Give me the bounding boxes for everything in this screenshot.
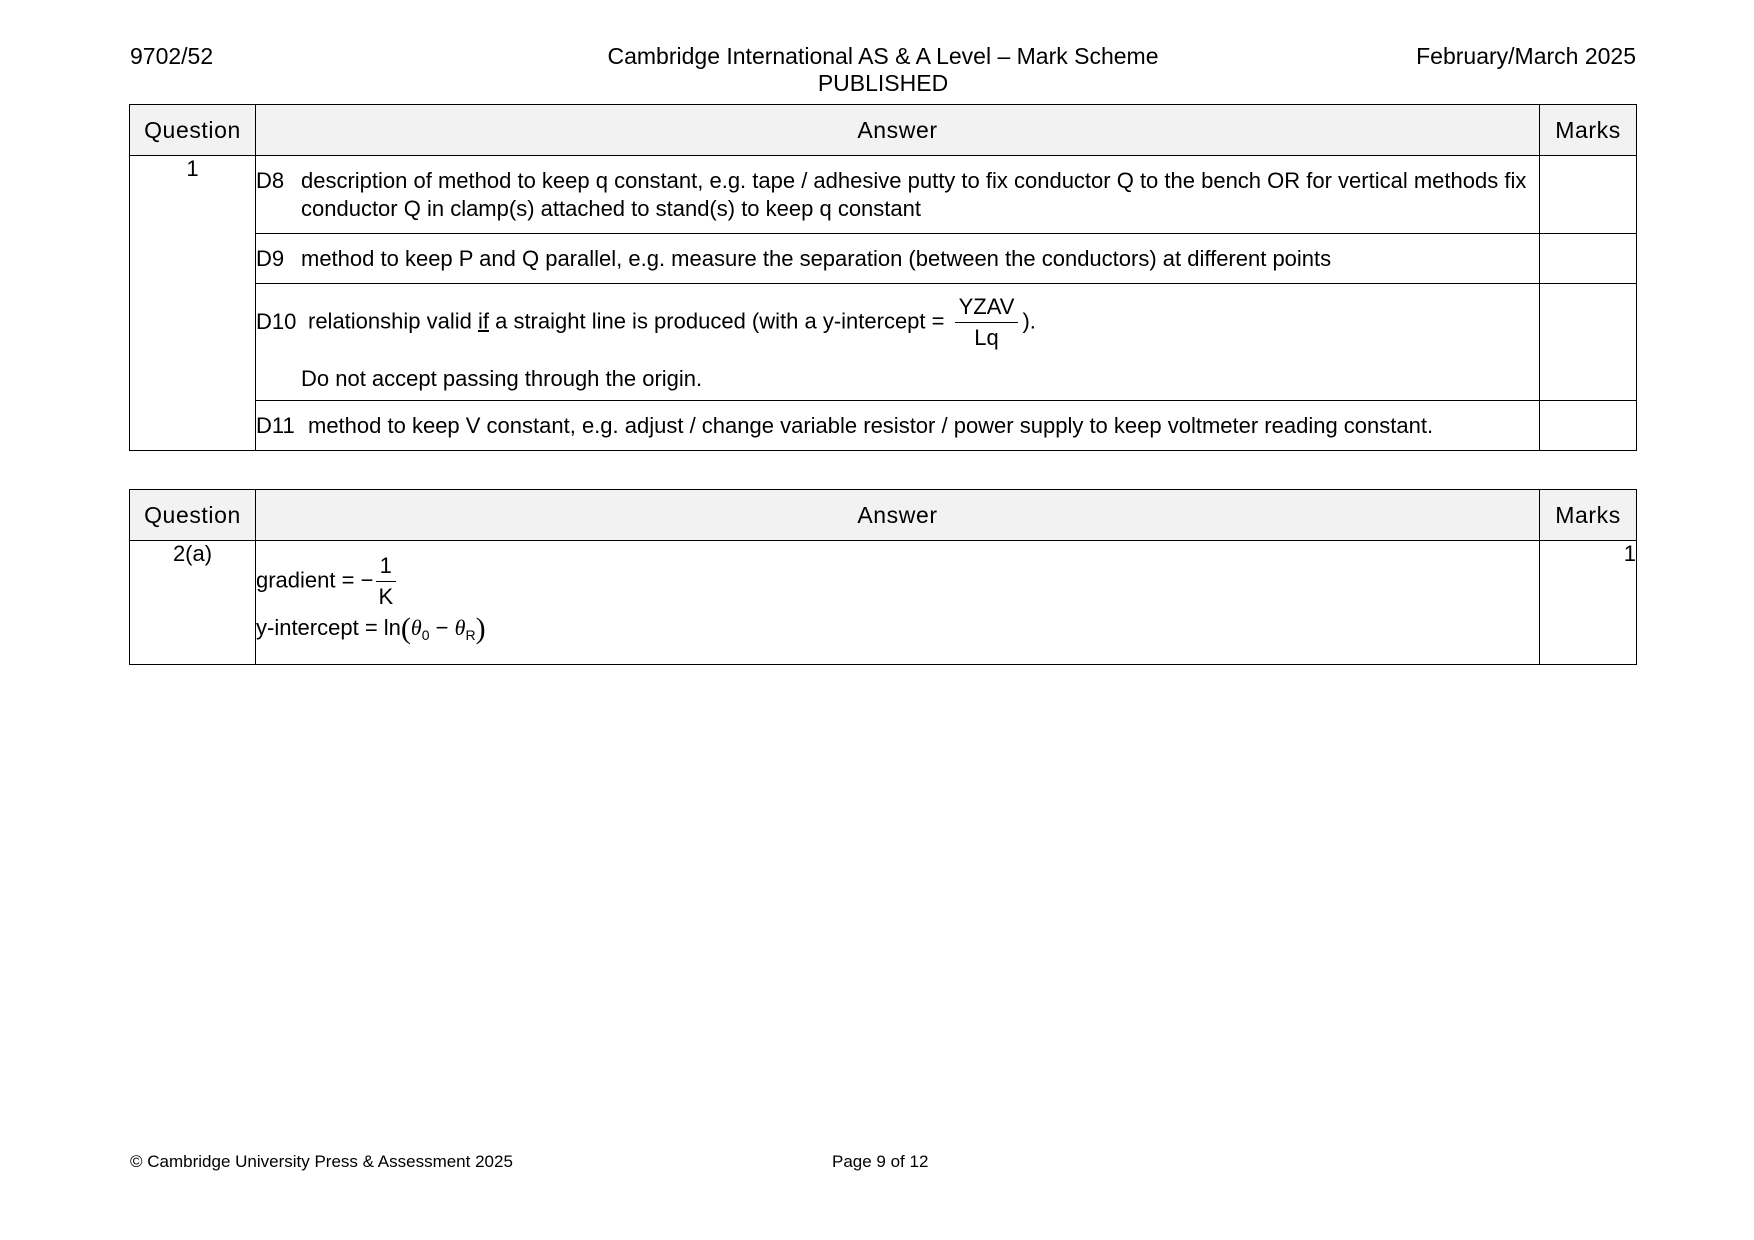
point-code: D8 bbox=[256, 167, 285, 193]
document-title-block bbox=[500, 43, 1266, 97]
answer-cell-d8 bbox=[256, 156, 1540, 234]
text-end: ). bbox=[1022, 307, 1036, 333]
table-header-row bbox=[130, 490, 1637, 541]
mark-scheme-table-question-1 bbox=[129, 104, 1637, 451]
intercept-line bbox=[256, 614, 1539, 649]
intercept-fraction bbox=[955, 292, 1019, 353]
answer-column-header: Answer bbox=[256, 105, 1540, 156]
minus-sign: − bbox=[360, 567, 374, 593]
gradient-line bbox=[256, 551, 1539, 612]
question-column-header: Question bbox=[130, 490, 256, 541]
document-status: PUBLISHED bbox=[817, 70, 949, 96]
close-paren: ) bbox=[475, 612, 486, 645]
mark-scheme-table-question-2a bbox=[129, 489, 1637, 665]
table-row bbox=[130, 541, 1637, 665]
point-text: method to keep V constant, e.g. adjust / change variable resistor / power supply to keep voltmeter reading constant. bbox=[308, 412, 1434, 438]
copyright-notice: © Cambridge University Press & Assessment 2025 bbox=[130, 1152, 513, 1171]
examiner-note: Do not accept passing through the origin. bbox=[301, 365, 703, 391]
table-row bbox=[130, 284, 1637, 401]
document-title: Cambridge International AS & A Level – Mark Scheme bbox=[607, 43, 1159, 69]
marks-cell bbox=[1540, 156, 1637, 234]
fraction-numerator: YZAV bbox=[955, 292, 1019, 323]
point-code: D10 bbox=[256, 309, 297, 334]
answer-cell-d11 bbox=[256, 401, 1540, 451]
answer-cell-d9 bbox=[256, 234, 1540, 284]
intercept-label: y-intercept = bbox=[256, 615, 384, 640]
point-code: D9 bbox=[256, 245, 285, 271]
fraction-denominator: K bbox=[378, 584, 394, 609]
gradient-fraction bbox=[374, 551, 397, 612]
subscript-r: R bbox=[465, 627, 476, 643]
page-number: Page 9 of 12 bbox=[832, 1152, 929, 1171]
table-row bbox=[130, 234, 1637, 284]
point-text: description of method to keep q constant, e.g. tape / adhesive putty to fix conductor Q to the bench OR for vertical methods fix conductor Q in clamp(s) attached to stand(s) to keep q constant bbox=[301, 167, 1527, 221]
subscript-zero: 0 bbox=[421, 627, 430, 643]
question-number: 2(a) bbox=[130, 541, 256, 665]
underlined-word: if bbox=[477, 307, 489, 333]
text-before: relationship valid bbox=[308, 307, 478, 333]
answer-cell-d10 bbox=[256, 284, 1540, 401]
point-text bbox=[308, 292, 1539, 353]
fraction-denominator: Lq bbox=[974, 324, 999, 350]
marks-cell: 1 bbox=[1540, 541, 1637, 665]
marks-column-header: Marks bbox=[1540, 105, 1637, 156]
table-row bbox=[130, 401, 1637, 451]
marks-column-header: Marks bbox=[1540, 490, 1637, 541]
theta-symbol: θ bbox=[410, 615, 422, 640]
marks-cell bbox=[1540, 284, 1637, 401]
minus-sign: − bbox=[435, 615, 449, 640]
open-paren: ( bbox=[400, 612, 411, 645]
fraction-numerator: 1 bbox=[376, 551, 396, 582]
marks-cell bbox=[1540, 401, 1637, 451]
table-header-row bbox=[130, 105, 1637, 156]
question-number: 1 bbox=[130, 156, 256, 451]
point-text: method to keep P and Q parallel, e.g. measure the separation (between the conductors) at different points bbox=[301, 245, 1332, 271]
syllabus-code: 9702/52 bbox=[130, 43, 214, 69]
text-after: a straight line is produced (with a y-intercept = bbox=[488, 307, 951, 333]
ln-function: ln bbox=[383, 615, 401, 640]
gradient-label: gradient = bbox=[256, 567, 361, 593]
answer-column-header: Answer bbox=[256, 490, 1540, 541]
table-row bbox=[130, 156, 1637, 234]
theta-symbol: θ bbox=[454, 615, 466, 640]
marks-cell bbox=[1540, 234, 1637, 284]
point-code: D11 bbox=[256, 412, 295, 438]
question-column-header: Question bbox=[130, 105, 256, 156]
answer-cell-2a bbox=[256, 541, 1540, 665]
exam-session: February/March 2025 bbox=[1416, 43, 1636, 69]
